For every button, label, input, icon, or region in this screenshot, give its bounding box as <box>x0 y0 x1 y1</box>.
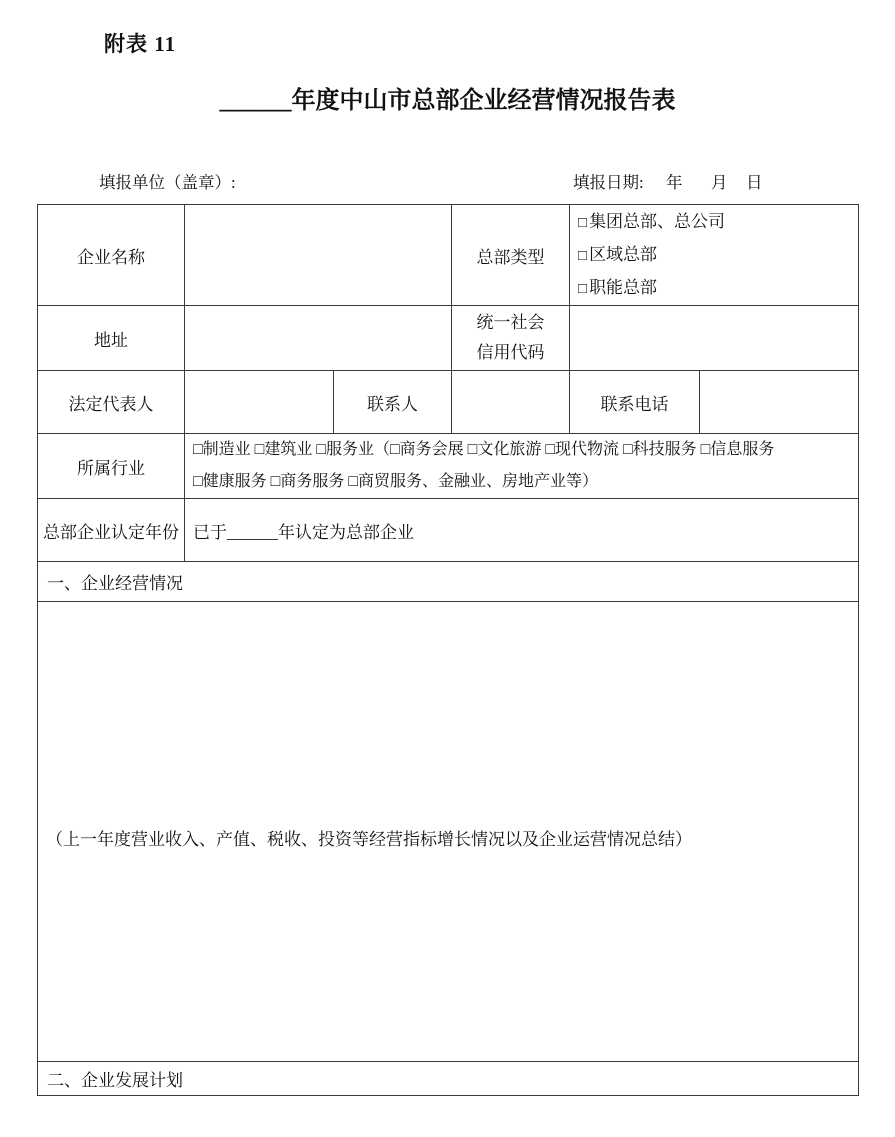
hq-type-option-label: 职能总部 <box>589 278 658 297</box>
phone-label: 联系电话 <box>570 371 700 434</box>
address-label: 地址 <box>38 306 185 371</box>
uscc-label-line1: 统一社会 <box>476 313 545 332</box>
page-title <box>0 80 895 115</box>
table-row <box>38 205 859 306</box>
table-row <box>38 499 859 562</box>
phone-field[interactable] <box>700 371 859 434</box>
recognition-year-value[interactable]: 已于______年认定为总部企业 <box>185 499 859 562</box>
uscc-label <box>452 306 570 371</box>
address-field[interactable] <box>185 306 452 371</box>
report-form-table <box>37 204 859 1096</box>
contact-label: 联系人 <box>334 371 452 434</box>
checkbox-icon: □ <box>578 215 588 231</box>
hq-type-option-regional[interactable] <box>578 239 858 272</box>
date-day-label: 日 <box>746 173 763 192</box>
date-month-label: 月 <box>711 173 728 192</box>
date-year-label: 年 <box>666 173 683 192</box>
meta-row <box>0 169 895 193</box>
industry-options-line1[interactable]: □制造业 □建筑业 □服务业（□商务会展 □文化旅游 □现代物流 □科技服务 □信息服务 <box>193 441 775 458</box>
legal-rep-field[interactable] <box>185 371 334 434</box>
section1-content-area[interactable] <box>38 602 859 1062</box>
company-name-field[interactable] <box>185 205 452 306</box>
appendix-label: 附表 11 <box>104 32 177 56</box>
hq-type-option-label: 集团总部、总公司 <box>589 212 726 231</box>
checkbox-icon: □ <box>578 248 588 264</box>
industry-options <box>185 434 859 499</box>
section1-hint: （上一年度营业收入、产值、税收、投资等经营指标增长情况以及企业运营情况总结） <box>46 830 692 849</box>
checkbox-icon: □ <box>578 281 588 297</box>
hq-type-options <box>570 205 859 306</box>
table-row <box>38 602 859 1062</box>
title-text: 年度中山市总部企业经营情况报告表 <box>291 88 676 114</box>
title-year-blank[interactable]: ______ <box>219 88 292 114</box>
contact-field[interactable] <box>452 371 570 434</box>
uscc-label-line2: 信用代码 <box>476 343 545 362</box>
filing-date-label: 填报日期: <box>573 173 644 192</box>
industry-label: 所属行业 <box>38 434 185 499</box>
section2-title: 二、企业发展计划 <box>38 1062 859 1096</box>
uscc-field[interactable] <box>570 306 859 371</box>
table-row <box>38 306 859 371</box>
hq-type-option-group-hq[interactable] <box>578 206 858 239</box>
hq-type-label: 总部类型 <box>452 205 570 306</box>
table-row <box>38 434 859 499</box>
section1-title: 一、企业经营情况 <box>38 562 859 602</box>
table-row <box>38 562 859 602</box>
legal-rep-label: 法定代表人 <box>38 371 185 434</box>
hq-type-option-functional[interactable] <box>578 272 858 305</box>
table-row <box>38 1062 859 1096</box>
recognition-year-label: 总部企业认定年份 <box>38 499 185 562</box>
industry-options-line2[interactable]: □健康服务 □商务服务 □商贸服务、金融业、房地产业等） <box>193 473 598 490</box>
company-name-label: 企业名称 <box>38 205 185 306</box>
hq-type-option-label: 区域总部 <box>589 245 658 264</box>
filing-unit-label: 填报单位（盖章）: <box>99 173 236 192</box>
table-row <box>38 371 859 434</box>
